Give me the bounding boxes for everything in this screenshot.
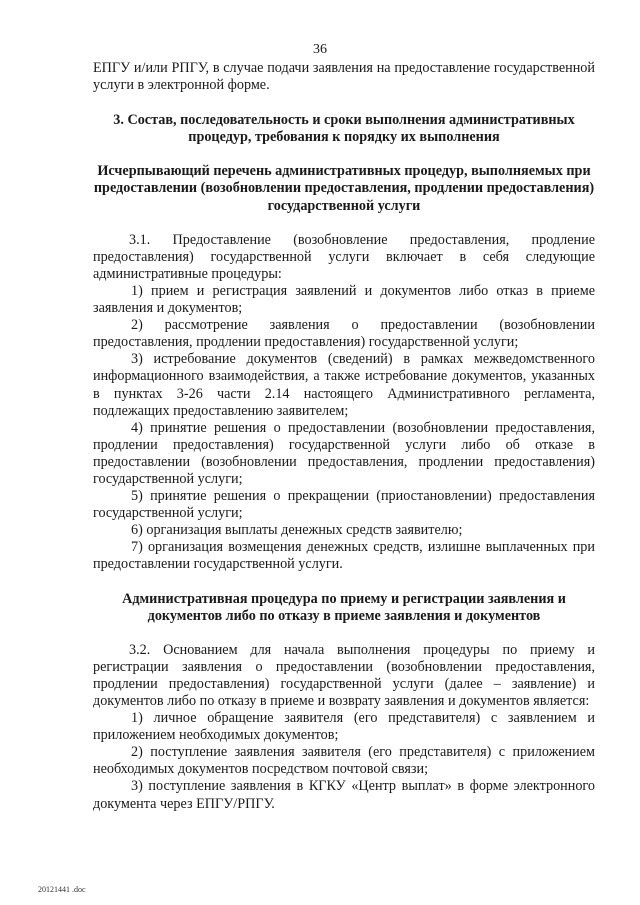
list-item: 1) прием и регистрация заявлений и документов либо отказ в приеме заявления и документов; <box>93 282 595 317</box>
paragraph-3-1: 3.1. Предоставление (возобновление предоставления, продление предоставления) государственной услуги включает в себя следующие административные процедуры: <box>93 231 595 282</box>
list-item: 3) поступление заявления в КГКУ «Центр выплат» в форме электронного документа через ЕПГУ/РПГУ. <box>93 778 595 812</box>
file-name-footer: 20121441 .doc <box>38 885 86 894</box>
list-item: 2) поступление заявления заявителя (его представителя) с приложением необходимых документов посредством почтовой связи; <box>93 744 595 778</box>
section-heading: 3. Состав, последовательность и сроки выполнения административных процедур, требования к порядку их выполнения <box>113 112 575 146</box>
subheading-reception-procedure: Административная процедура по приему и регистрации заявления и документов либо по отказу в приеме заявления и документов <box>122 590 566 624</box>
list-item: 6) организация выплаты денежных средств заявителю; <box>131 522 463 539</box>
list-item: 2) рассмотрение заявления о предоставлении (возобновлении предоставления, продлении предоставления) государственной услуги; <box>93 317 595 351</box>
list-item: 7) организация возмещения денежных средств, излишне выплаченных при предоставлении государственной услуги. <box>93 539 595 573</box>
list-item: 5) принятие решения о прекращении (приостановлении) предоставления государственной услуги; <box>93 488 595 522</box>
list-item: 3) истребование документов (сведений) в рамках межведомственного информационного взаимодействия, а также истребование документов, указанных в пунктах 3-26 части 2.14 настоящего Административного регламента, подлежащих предоставлению заявителем; <box>93 351 595 419</box>
list-item: 1) личное обращение заявителя (его представителя) с заявлением и приложением необходимых документов; <box>93 710 595 744</box>
page-number: 36 <box>313 42 327 57</box>
subheading-procedures-list: Исчерпывающий перечень административных процедур, выполняемых при предоставлении (возобновлении предоставления, продлении предоставления) государственной услуги <box>93 163 595 214</box>
list-item: 4) принятие решения о предоставлении (возобновлении предоставления, продлении предоставления) государственной услуги либо об отказе в предоставлении (возобновлении предоставления, продлении предоставления) государственной услуги; <box>93 419 595 487</box>
paragraph-3-2: 3.2. Основанием для начала выполнения процедуры по приему и регистрации заявления о предоставлении (возобновлении предоставления, продлении предоставления) государственной услуги (далее – заявление) и документов либо по отказу в приеме и возврату заявления и документов является: <box>93 641 595 709</box>
document-body <box>93 60 595 813</box>
intro-paragraph: ЕПГУ и/или РПГУ, в случае подачи заявления на предоставление государственной услуги в электронной форме. <box>93 60 595 94</box>
